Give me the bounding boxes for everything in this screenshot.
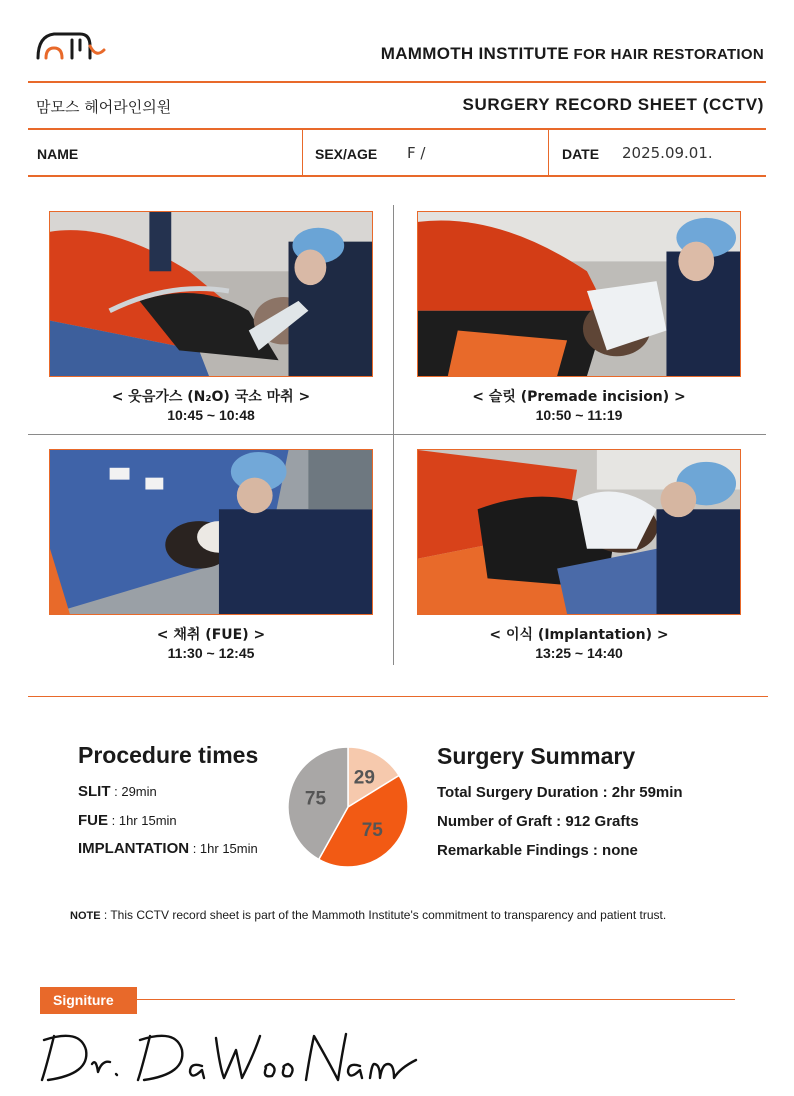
cctv-photo-slit: [417, 211, 741, 377]
fue-value: : 1hr 15min: [108, 813, 177, 828]
procedure-times-pie-chart: [286, 745, 410, 869]
surgery-summary-title: Surgery Summary: [437, 743, 636, 769]
pie-label-slit: 29: [353, 767, 375, 789]
caption-time: 11:30 ~ 12:45: [167, 645, 255, 661]
caption-fue: [49, 626, 373, 662]
sex-age-value: F /: [407, 144, 426, 162]
brand-main: MAMMOTH INSTITUTE: [380, 44, 570, 63]
caption-slit: [417, 388, 741, 424]
total-duration: Total Surgery Duration : 2hr 59min: [437, 784, 683, 801]
caption-title: < 이식 (Implantation) >: [489, 627, 669, 643]
grid-horizontal-divider: [28, 434, 766, 435]
date-label: DATE: [562, 146, 600, 162]
fue-time-row: [78, 812, 177, 829]
photos-bottom-divider: [28, 696, 768, 697]
cctv-photo-implantation: [417, 449, 741, 615]
caption-anesthesia: [49, 388, 373, 424]
brand-sub: FOR HAIR RESTORATION: [569, 46, 764, 63]
graft-count: Number of Graft : 912 Grafts: [437, 813, 639, 830]
sheet-title: SURGERY RECORD SHEET (CCTV): [462, 95, 764, 114]
info-divider-1: [302, 130, 303, 176]
cctv-photo-fue: [49, 449, 373, 615]
pie-label-implantation: 75: [304, 788, 327, 810]
caption-time: 10:50 ~ 11:19: [535, 407, 623, 423]
clinic-korean-name: 맘모스 헤어라인의원: [36, 98, 172, 116]
mammoth-logo: [36, 28, 108, 64]
info-bottom-divider: [28, 175, 766, 177]
caption-title: < 웃음가스 (N₂O) 국소 마취 >: [111, 389, 311, 405]
cctv-photo-anesthesia: [49, 211, 373, 377]
pie-label-fue: 75: [361, 820, 383, 842]
note: [70, 908, 666, 922]
procedure-times-title: Procedure times: [78, 742, 259, 768]
info-divider-2: [548, 130, 549, 176]
slit-value: : 29min: [110, 784, 157, 799]
date-value: 2025.09.01.: [622, 144, 713, 162]
slit-label: SLIT: [78, 783, 111, 800]
fue-label: FUE: [78, 812, 108, 829]
caption-time: 13:25 ~ 14:40: [535, 645, 623, 661]
implantation-time-row: [78, 840, 258, 857]
note-text: : This CCTV record sheet is part of the Mammoth Institute's commitment to transparency and patient trust.: [100, 908, 667, 922]
note-label: NOTE: [70, 910, 101, 922]
slit-time-row: [78, 783, 157, 800]
caption-title: < 채취 (FUE) >: [156, 627, 266, 643]
caption-time: 10:45 ~ 10:48: [167, 407, 255, 423]
grid-vertical-divider: [393, 205, 394, 665]
name-label: NAME: [37, 146, 79, 162]
implantation-label: IMPLANTATION: [78, 840, 190, 857]
header-divider: [28, 81, 766, 83]
implantation-value: : 1hr 15min: [189, 841, 258, 856]
brand-name: [381, 44, 764, 64]
remarkable-findings: Remarkable Findings : none: [437, 842, 638, 859]
info-top-divider: [28, 128, 766, 130]
caption-implantation: [417, 626, 741, 662]
sex-age-label: SEX/AGE: [315, 146, 378, 162]
handwritten-signature: [40, 1024, 420, 1086]
caption-title: < 슬릿 (Premade incision) >: [472, 389, 686, 405]
signature-line: [137, 999, 735, 1000]
signature-label: Signiture: [40, 987, 137, 1014]
